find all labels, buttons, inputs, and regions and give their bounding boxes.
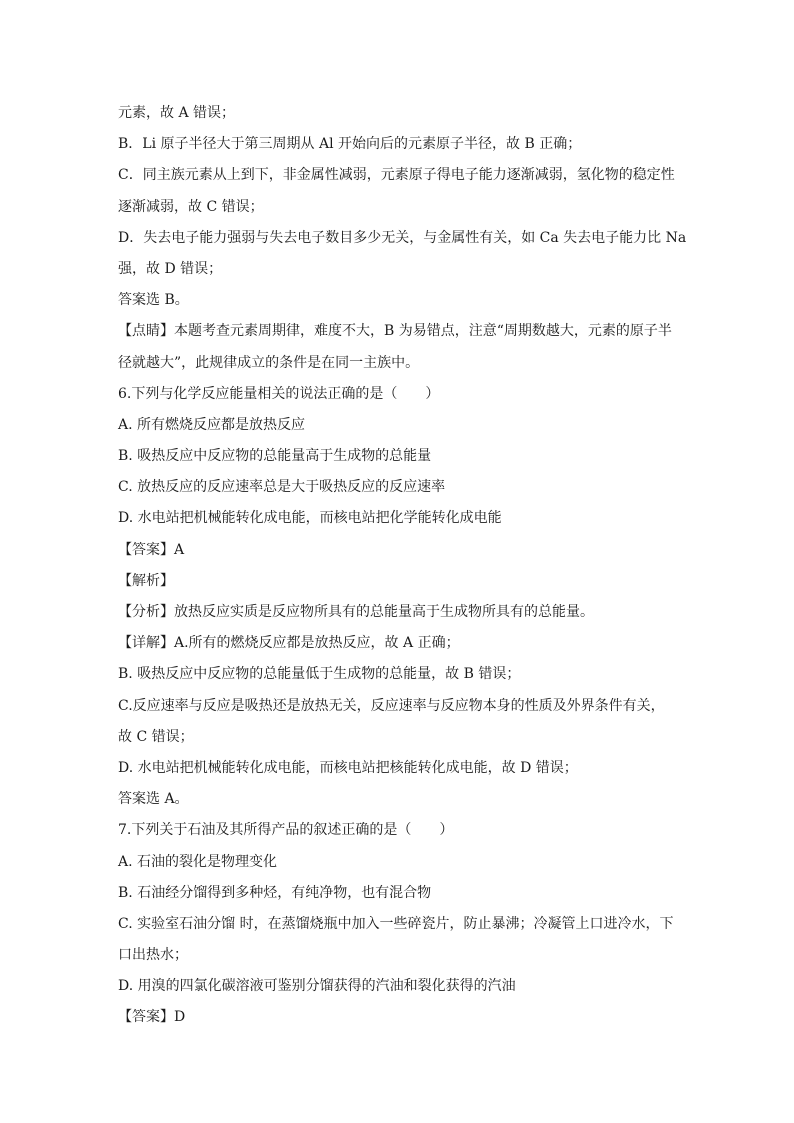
option-d: D. 用溴的四氯化碳溶液可鉴别分馏获得的汽油和裂化获得的汽油 [118,978,516,995]
answer-label: 【答案】A [118,541,185,558]
text-line: C．同主族元素从上到下，非金属性减弱，元素原子得电子能力逐渐减弱，氢化物的稳定性 [118,167,675,184]
text-line: B. 吸热反应中反应物的总能量低于生成物的总能量，故 B 错误； [118,666,521,683]
text-line: 故 C 错误； [118,728,194,745]
text-line: 逐渐减弱，故 C 错误； [118,198,264,215]
option-c: C. 实验室石油分馏 时，在蒸馏烧瓶中加入一些碎瓷片，防止暴沸；冷凝管上口进冷水，下 [118,915,674,932]
text-line: 答案选 B。 [118,292,189,309]
option-d: D. 水电站把机械能转化成电能，而核电站把化学能转化成电能 [118,510,502,527]
question-stem: 7.下列关于石油及其所得产品的叙述正确的是（ ） [118,822,454,839]
text-line: 答案选 A。 [118,791,189,808]
option-b: B. 石油经分馏得到多种烃，有纯净物，也有混合物 [118,884,432,901]
text-line: 强，故 D 错误； [118,260,223,277]
option-a: A. 所有燃烧反应都是放热反应 [118,416,306,433]
text-line: 【详解】A.所有的燃烧反应都是放热反应，故 A 正确； [118,635,460,652]
text-line: D. 水电站把机械能转化成电能，而核电站把核能转化成电能，故 D 错误； [118,759,578,776]
text-line: 径就越大”，此规律成立的条件是在同一主族中。 [118,354,420,371]
option-c: C. 放热反应的反应速率总是大于吸热反应的反应速率 [118,479,446,496]
text-line: B．Li 原子半径大于第三周期从 Al 开始向后的元素原子半径，故 B 正确； [118,136,582,153]
option-b: B. 吸热反应中反应物的总能量高于生成物的总能量 [118,448,432,465]
question-stem: 6.下列与化学反应能量相关的说法正确的是（ ） [118,385,440,402]
text-line: 口出热水； [118,947,188,964]
option-a: A. 石油的裂化是物理变化 [118,853,278,870]
analysis-label: 【解析】 [118,572,174,589]
text-line: C.反应速率与反应是吸热还是放热无关，反应速率与反应物本身的性质及外界条件有关， [118,697,665,714]
text-line: 【分析】放热反应实质是反应物所具有的总能量高于生成物所具有的总能量。 [118,604,594,620]
text-line: D．失去电子能力强弱与失去电子数目多少无关，与金属性有关，如 Ca 失去电子能力比 Na [118,229,687,246]
document-page [118,98,687,1034]
text-line: 元素，故 A 错误； [118,105,236,121]
answer-label: 【答案】D [118,1009,186,1026]
text-line: 【点睛】本题考查元素周期律，难度不大，B 为易错点，注意“周期数越大，元素的原子半 [118,323,672,340]
